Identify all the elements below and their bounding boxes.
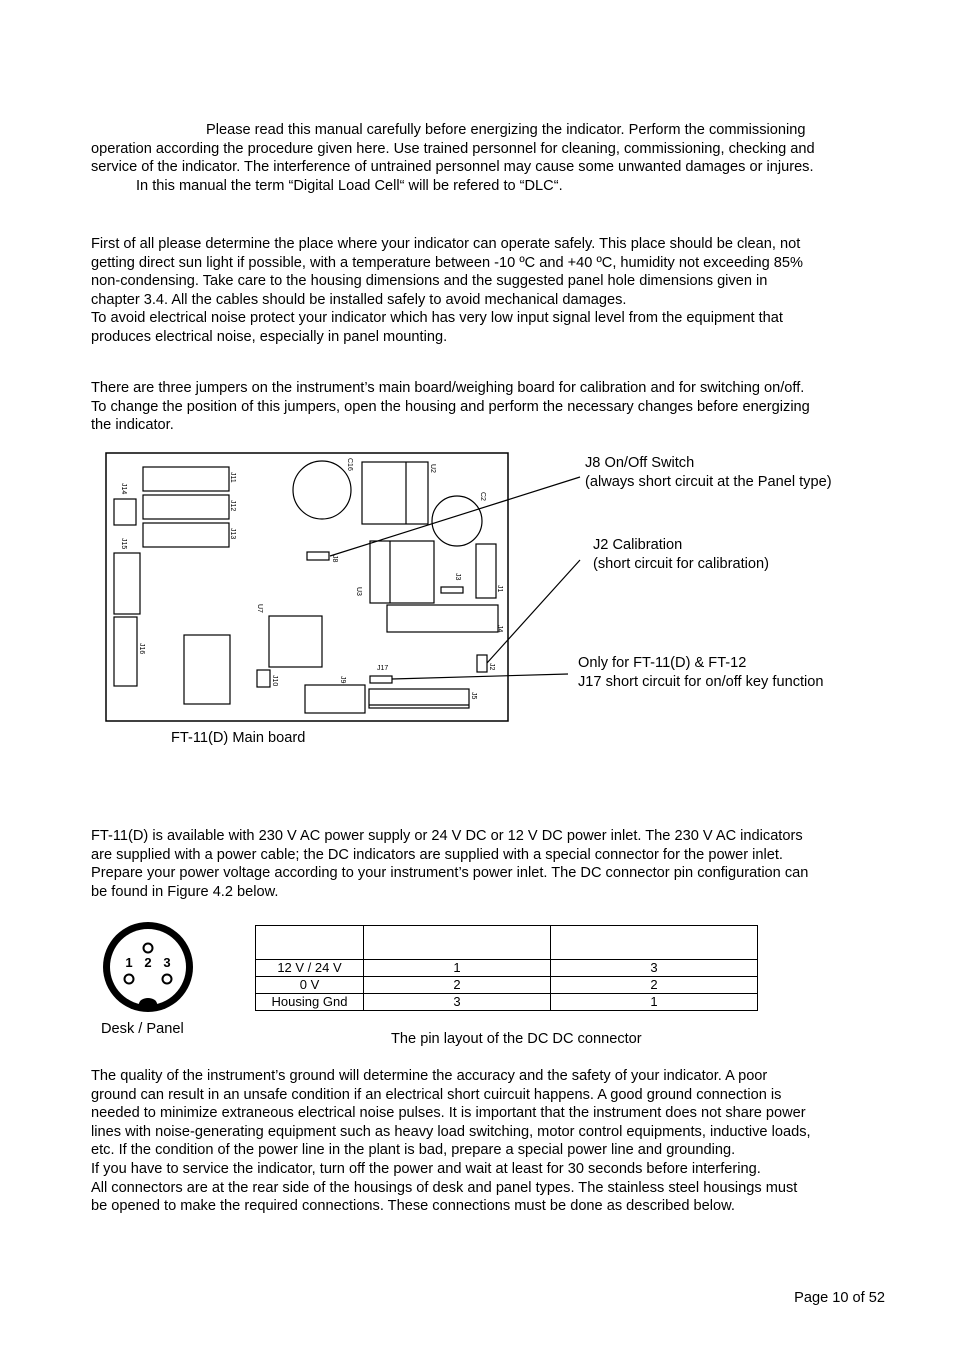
label-j5: J5 xyxy=(470,692,477,700)
pin-right-icon xyxy=(163,975,172,984)
u2-block xyxy=(362,462,428,524)
label-j15: J15 xyxy=(120,538,127,550)
label-u7: U7 xyxy=(256,604,263,613)
table-cell: 0 V xyxy=(256,977,364,994)
j17-jumper xyxy=(370,676,392,683)
j4-block xyxy=(387,605,498,632)
label-c16: C16 xyxy=(346,458,353,471)
jumpers-paragraph xyxy=(91,379,891,435)
label-j10: J10 xyxy=(271,675,278,687)
label-j9: J9 xyxy=(339,676,346,684)
table-header-row xyxy=(256,926,758,960)
table-cell: 2 xyxy=(551,977,758,994)
placement-line-1: First of all please determine the place where your indicator can operate safely. This place should be clean, not xyxy=(91,236,801,252)
jumpers-line-3: the indicator. xyxy=(91,417,174,434)
grounding-line-4: lines with noise-generating equipment such as heavy load switching, motor control equipments, inductive loads, xyxy=(91,1123,811,1140)
j12-block xyxy=(143,495,229,519)
placement-line-6: produces electrical noise, especially in panel mounting. xyxy=(91,328,448,345)
label-j4: J4 xyxy=(496,625,503,633)
callout-j8-note: (always short circuit at the Panel type) xyxy=(585,474,832,490)
grounding-line-3: needed to minimize extraneous electrical noise pulses. It is important that the instrument does not share power xyxy=(91,1105,806,1122)
header-cell-2 xyxy=(364,926,551,960)
grounding-line-2: ground can result in an unsafe condition if an electrical short cuircuit happens. A good ground connection is xyxy=(91,1086,782,1103)
table-cell: 1 xyxy=(364,960,551,977)
power-line-4: be found in Figure 4.2 below. xyxy=(91,883,279,900)
table-cell: 12 V / 24 V xyxy=(256,960,364,977)
placement-paragraph xyxy=(91,235,891,347)
j16-block xyxy=(114,617,137,686)
table-row xyxy=(256,994,758,1011)
power-line-2: are supplied with a power cable; the DC indicators are supplied with a special connector for the power inlet. xyxy=(91,846,783,863)
jumpers-line-2: To change the position of this jumpers, open the housing and perform the necessary changes before energizing xyxy=(91,398,810,415)
power-line-1: FT-11(D) is available with 230 V AC power supply or 24 V DC or 12 V DC power inlet. The 230 V AC indicators xyxy=(91,828,803,844)
j2-leader-line xyxy=(487,560,580,663)
pin-layout-table xyxy=(255,925,758,1011)
j15-block xyxy=(114,553,140,614)
placement-line-4: chapter 3.4. All the cables should be installed safely to avoid mechanical damages. xyxy=(91,291,627,308)
intro-line-1: Please read this manual carefully before energizing the indicator. Perform the commissioning xyxy=(206,122,806,138)
grounding-line-1: The quality of the instrument’s ground will determine the accuracy and the safety of your indicator. A poor xyxy=(91,1068,768,1084)
label-j12: J12 xyxy=(229,500,236,512)
label-u3: U3 xyxy=(355,587,362,596)
left-ic-block xyxy=(184,635,230,704)
label-j1: J1 xyxy=(496,585,503,593)
table-cell: 2 xyxy=(364,977,551,994)
label-j14: J14 xyxy=(120,483,127,495)
intro-line-3: service of the indicator. The interference of untrained personnel may cause some unwanted damages or injures. xyxy=(91,159,814,176)
pin-label-3: 3 xyxy=(163,955,171,970)
grounding-paragraph xyxy=(91,1067,891,1216)
j11-block xyxy=(143,467,229,491)
table-cell: 3 xyxy=(551,960,758,977)
label-j11: J11 xyxy=(229,472,236,483)
j2-jumper xyxy=(477,655,487,672)
j10-block xyxy=(257,670,270,687)
u3-block xyxy=(370,541,434,603)
callout-j2-note: (short circuit for calibration) xyxy=(593,556,769,572)
placement-line-5: To avoid electrical noise protect your indicator which has very low input signal level from the equipment that xyxy=(91,310,783,327)
table-cell: 1 xyxy=(551,994,758,1011)
callout-j8-title: J8 On/Off Switch xyxy=(585,455,695,471)
header-cell-3 xyxy=(551,926,758,960)
board-caption: FT-11(D) Main board xyxy=(171,730,306,746)
label-u2: U2 xyxy=(429,464,436,473)
power-paragraph xyxy=(91,827,891,901)
placement-line-3: non-condensing. Take care to the housing dimensions and the suggested panel hole dimensions given in xyxy=(91,273,768,290)
pin-label-2: 2 xyxy=(144,955,152,970)
callout-j17-title: Only for FT-11(D) & FT-12 xyxy=(578,655,747,671)
page-number: Page 10 of 52 xyxy=(794,1290,885,1306)
callout-j17-note: J17 short circuit for on/off key function xyxy=(578,674,824,690)
c16-capacitor xyxy=(293,461,351,519)
label-j2: J2 xyxy=(488,663,495,671)
intro-line-2: operation according the procedure given here. Use trained personnel for cleaning, commissioning, checking and xyxy=(91,140,815,157)
label-j13: J13 xyxy=(229,528,236,540)
grounding-line-5: etc. If the condition of the power line in the plant is bad, prepare a special power line and grounding. xyxy=(91,1142,736,1159)
pin-label-1: 1 xyxy=(125,955,133,970)
table-row xyxy=(256,977,758,994)
connector-key xyxy=(139,998,157,1010)
pin-table-caption: The pin layout of the DC DC connector xyxy=(391,1031,642,1047)
label-j8: J8 xyxy=(331,555,338,563)
pin-top-icon xyxy=(144,944,153,953)
intro-paragraph xyxy=(91,121,891,195)
j1-block xyxy=(476,544,496,598)
table-cell: 3 xyxy=(364,994,551,1011)
jumpers-line-1: There are three jumpers on the instrument’s main board/weighing board for calibration and for switching on/off. xyxy=(91,380,805,396)
j9-block xyxy=(305,685,365,713)
j17-leader-line xyxy=(392,674,568,679)
header-cell-1 xyxy=(256,926,364,960)
j8-leader-line xyxy=(330,477,580,556)
grounding-line-8: be opened to make the required connections. These connections must be done as described below. xyxy=(91,1198,735,1215)
label-j16: J16 xyxy=(138,643,145,655)
u7-block xyxy=(269,616,322,667)
table-cell: Housing Gnd xyxy=(256,994,364,1011)
j14-block xyxy=(114,499,136,525)
grounding-line-6: If you have to service the indicator, turn off the power and wait at least for 30 seconds before interfering. xyxy=(91,1160,761,1177)
grounding-line-7: All connectors are at the rear side of the housings of desk and panel types. The stainless steel housings must xyxy=(91,1179,798,1196)
table-row xyxy=(256,960,758,977)
j3-jumper xyxy=(441,587,463,593)
callout-j2-title: J2 Calibration xyxy=(593,537,683,553)
dc-connector-diagram xyxy=(98,918,202,1018)
pin-left-icon xyxy=(125,975,134,984)
label-j17: J17 xyxy=(377,665,389,672)
j13-block xyxy=(143,523,229,547)
label-c2: C2 xyxy=(479,492,486,501)
placement-line-2: getting direct sun light if possible, with a temperature between -10 ºC and +40 ºC, humidity not exceeding 85% xyxy=(91,254,803,271)
connector-caption: Desk / Panel xyxy=(101,1021,184,1037)
label-j3: J3 xyxy=(454,573,461,581)
intro-line-4: In this manual the term “Digital Load Cell“ will be refered to “DLC“. xyxy=(136,177,563,194)
j8-jumper xyxy=(307,552,329,560)
power-line-3: Prepare your power voltage according to your instrument’s power inlet. The DC connector pin configuration can xyxy=(91,865,809,882)
